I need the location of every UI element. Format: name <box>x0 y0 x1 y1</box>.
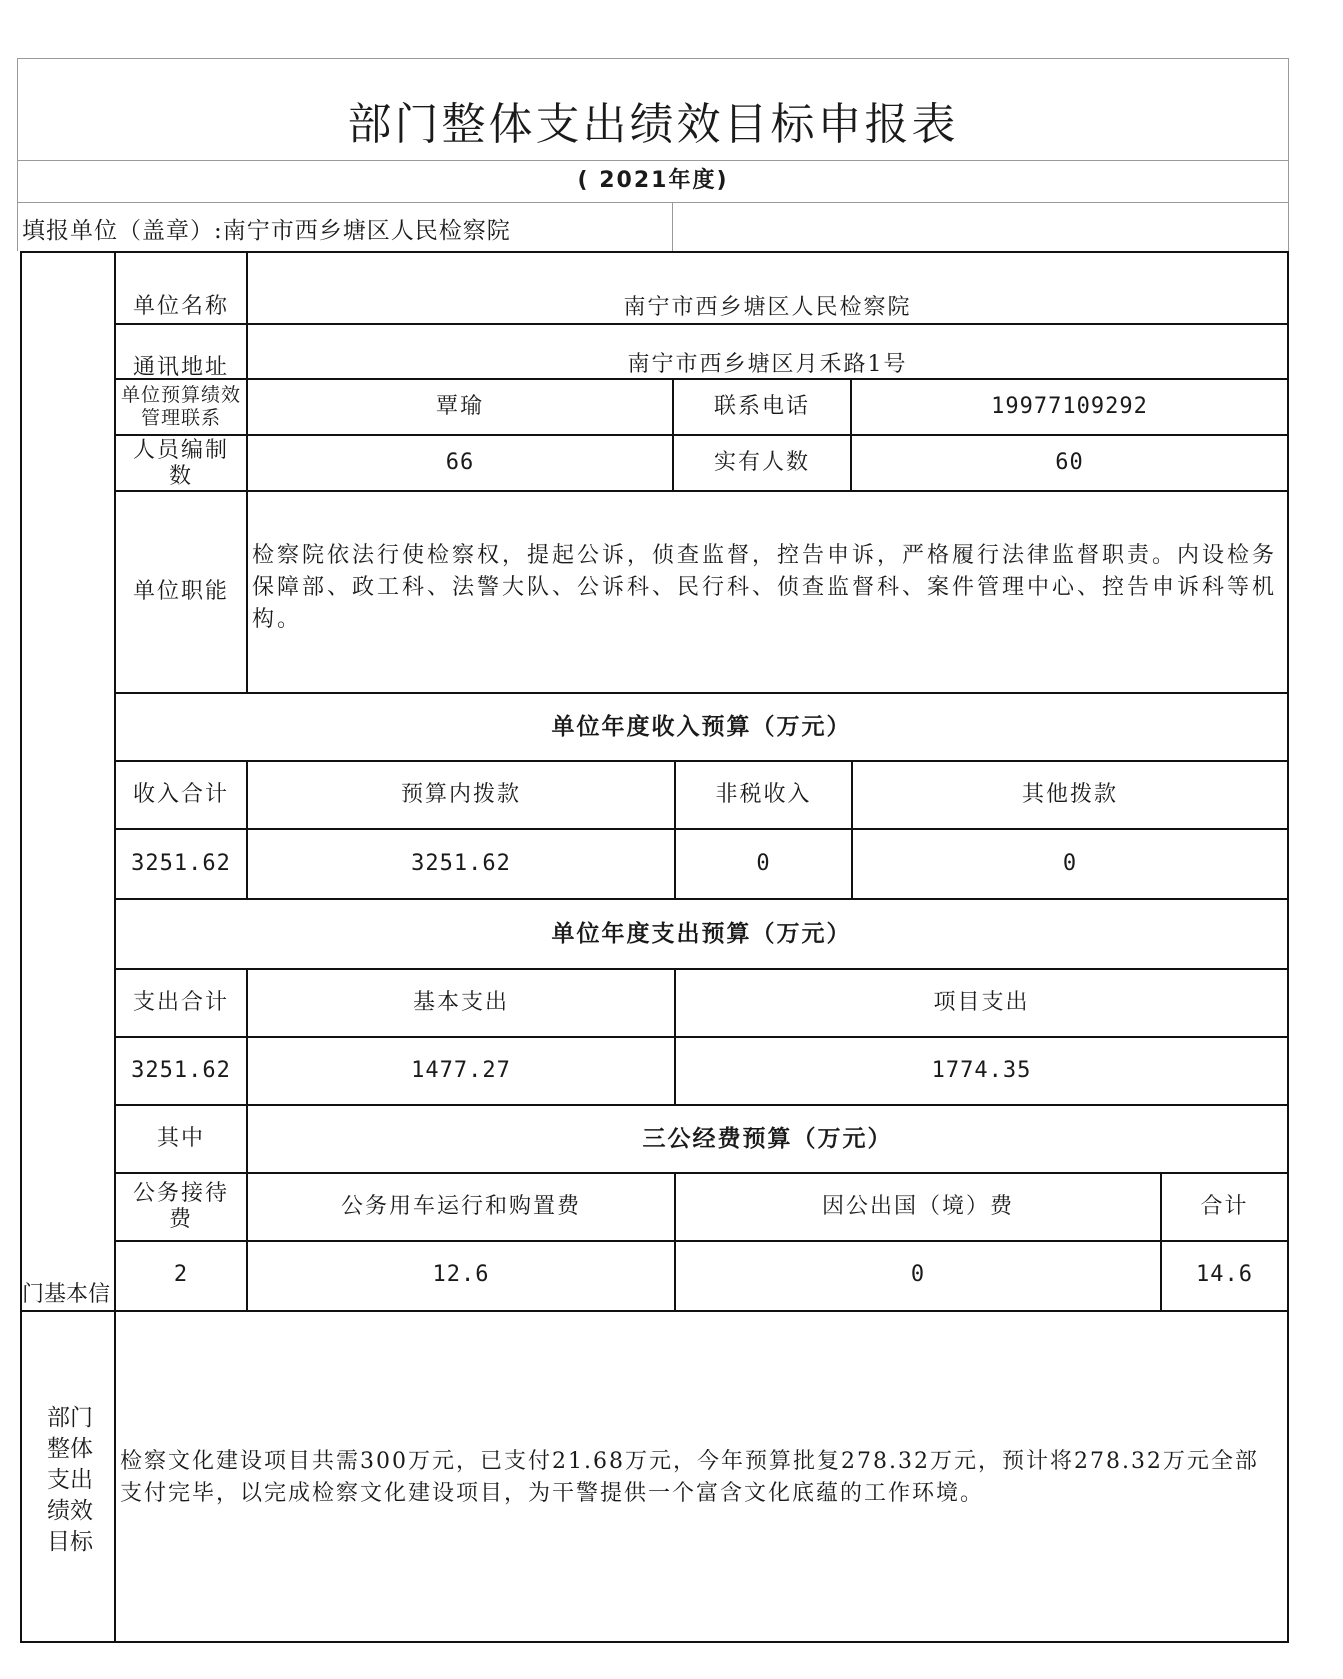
phone-value: 19977109292 <box>991 394 1148 419</box>
expense-section-title: 单位年度支出预算（万元） <box>551 921 852 947</box>
table-top-border <box>20 251 1289 253</box>
row-line-1 <box>114 323 1289 325</box>
expense-value-total: 3251.62 <box>131 1058 231 1083</box>
year-label: ( 2021年度) <box>577 168 729 193</box>
reporting-unit <box>22 214 662 248</box>
table-bottom-border <box>20 1641 1289 1643</box>
income-header-other: 其他拨款 <box>1021 782 1118 807</box>
actual-staff-value: 60 <box>1055 450 1084 475</box>
actual-staff-label: 实有人数 <box>713 450 810 475</box>
table-right-border <box>1287 251 1289 1643</box>
expense-header-basic: 基本支出 <box>412 990 509 1015</box>
contact-label: 单位预算绩效管理联系 <box>120 384 241 429</box>
goal-label: 部门整体支出绩效目标 <box>47 1404 93 1555</box>
contact-value: 覃瑜 <box>435 394 484 419</box>
goal-text: 检察文化建设项目共需300万元，已支付21.68万元，今年预算批复278.32万元，预计将278.32万元全部支付完毕，以完成检察文化建设项目，为干警提供一个富含文化底蕴的工作环境。 <box>120 1449 1259 1506</box>
expense-value-basic: 1477.27 <box>411 1058 511 1083</box>
goal-top-border <box>20 1310 1289 1312</box>
three-public-header-total: 合计 <box>1200 1194 1249 1219</box>
three-public-value-reception: 2 <box>173 1262 189 1287</box>
income-section-title: 单位年度收入预算（万元） <box>551 714 852 740</box>
phone-label: 联系电话 <box>713 394 810 419</box>
expense-value-project: 1774.35 <box>931 1058 1032 1083</box>
table-left-border <box>20 251 22 1643</box>
page-title: 部门整体支出绩效目标申报表 <box>347 99 959 150</box>
three-public-header-vehicle: 公务用车运行和购置费 <box>340 1194 581 1219</box>
unit-name-label: 单位名称 <box>132 293 229 319</box>
reporting-unit-value: 南宁市西乡塘区人民检察院 <box>222 218 511 244</box>
three-public-value-total: 14.6 <box>1196 1262 1253 1287</box>
address-label: 通讯地址 <box>132 355 229 380</box>
income-header-nontax: 非税收入 <box>715 782 812 807</box>
income-value-total: 3251.62 <box>131 851 231 876</box>
income-header-appropriation: 预算内拨款 <box>400 782 521 807</box>
function-value: 检察院依法行使检察权，提起公诉，侦查监督，控告申诉，严格履行法律监督职责。内设检务保障部、政工科、法警大队、公诉科、民行科、侦查监督科、案件管理中心、控告申诉科等机构。 <box>252 543 1278 632</box>
income-value-appropriation: 3251.62 <box>411 851 511 876</box>
income-value-other: 0 <box>1062 851 1078 876</box>
three-public-header-reception: 公务接待费 <box>132 1181 229 1232</box>
expense-header-project: 项目支出 <box>933 990 1030 1015</box>
title-divider <box>17 160 1289 161</box>
address-value: 南宁市西乡塘区月禾路1号 <box>627 352 908 377</box>
unit-row-divider <box>672 202 673 251</box>
three-public-prefix: 其中 <box>156 1126 205 1151</box>
function-label: 单位职能 <box>132 579 229 604</box>
frame-top-line <box>17 58 1289 59</box>
year-divider <box>17 202 1289 203</box>
income-header-total: 收入合计 <box>132 782 229 807</box>
unit-name-value: 南宁市西乡塘区人民检察院 <box>623 294 912 320</box>
three-public-value-vehicle: 12.6 <box>432 1262 490 1287</box>
expense-header-total: 支出合计 <box>132 990 229 1015</box>
staff-quota-value: 66 <box>445 450 475 475</box>
three-public-header-abroad: 因公出国（境）费 <box>821 1194 1014 1219</box>
staff-quota-label: 人员编制数 <box>132 438 229 489</box>
income-value-nontax: 0 <box>756 851 771 876</box>
reporting-unit-label: 填报单位（盖章）: <box>22 218 223 244</box>
row-line-4 <box>114 490 1289 492</box>
three-public-value-abroad: 0 <box>910 1262 926 1287</box>
side-section-label: 门基本信 <box>22 1282 111 1307</box>
three-public-section-title: 三公经费预算（万元） <box>642 1126 893 1152</box>
